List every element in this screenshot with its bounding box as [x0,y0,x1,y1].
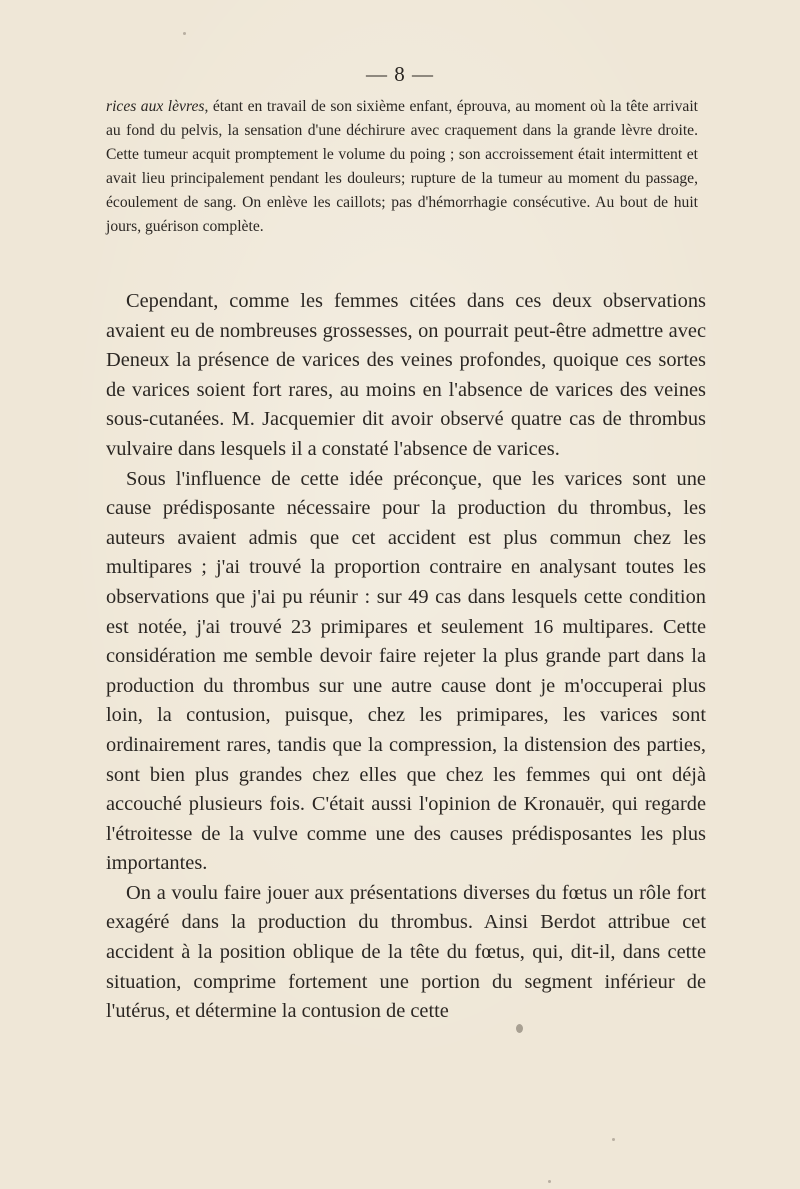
main-text [106,287,706,1027]
paper-speck [183,32,186,35]
paragraph-2: Sous l'influence de cette idée préconçue, que les varices sont une cause prédisposante nécessaire pour la production du thrombus, les auteurs avaient admis que cet accident est plus commun chez les multipares ; j'ai trouvé la proportion contraire en analysant toutes les observations que j'ai pu réunir : sur 49 cas dans lesquels cette condition est notée, j'ai trouvé 23 primipares et seulement 16 multipares. Cette considération me semble devoir faire rejeter la plus grande part dans la production du thrombus sur une autre cause dont je m'occuperai plus loin, la contusion, puisque, chez les primipares, les varices sont ordinairement rares, tandis que la compression, la distension des parties, sont bien plus grandes chez elles que chez les femmes qui ont déjà accouché plusieurs fois. C'était aussi l'opinion de Kronauër, qui regarde l'étroitesse de la vulve comme une des causes prédisposantes les plus importantes. [106,467,706,875]
paper-speck [612,1138,615,1141]
paragraph-1: Cependant, comme les femmes citées dans ces deux observations avaient eu de nombreuses grossesses, on pourrait peut-être admettre avec Deneux la présence de varices des veines profondes, quoique ces sortes de varices soient fort rares, au moins en l'absence de varices des veines sous-cutanées. M. Jacquemier dit avoir observé quatre cas de thrombus vulvaire dans lesquels il a constaté l'absence de varices. [106,290,706,460]
note-text: , étant en travail de son sixième enfant, éprouva, au moment où la tête arrivait au fond du pelvis, la sensation d'une déchirure avec craquement dans la grande lèvre droite. Cette tumeur acquit promptement le volume du poing ; son accroissement était intermittent et avait lieu principalement pendant les douleurs; rupture de la tumeur au moment du passage, écoulement de sang. On enlève les caillots; pas d'hémorrhagie consécutive. Au bout de huit jours, guérison complète. [106,98,698,235]
paper-speck [548,1180,551,1183]
paper-speck [516,1024,523,1033]
page-number: — 8 — [366,62,434,86]
paragraph-3: On a voulu faire jouer aux présentations diverses du fœtus un rôle fort exagéré dans la production du thrombus. Ainsi Berdot attribue cet accident à la position oblique de la tête du fœtus, qui, dit-il, dans cette situation, comprime fortement une portion du segment inférieur de l'utérus, et détermine la contusion de cette [106,881,706,1023]
observation-note [106,95,698,239]
note-italic-lead: rices aux lèvres [106,98,205,115]
